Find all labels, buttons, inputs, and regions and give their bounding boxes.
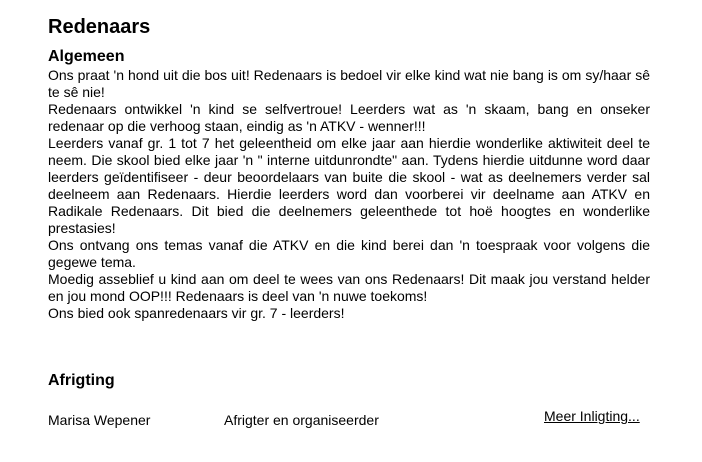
paragraph: Redenaars ontwikkel 'n kind se selfvertroue! Leerders wat as 'n skaam, bang en onseker redenaar op die verhoog staan, eindig as 'n ATKV - wenner!!! bbox=[48, 101, 650, 134]
staff-row bbox=[48, 410, 650, 430]
paragraph: Leerders vanaf gr. 1 tot 7 het geleentheid om elke jaar aan hierdie wonderlike aktiwiteit deel te neem. Die skool bied elke jaar 'n " interne uitdunrondte" aan. Tydens hierdie uitdunne word daar leerders geïdentifiseer - deur beoordelaars van buite die skool - wat as deelnemers verder sal deelneem aan Redenaars. Hierdie leerders word dan voorberei vir deelname aan ATKV en Radikale Redenaars. Dit bied die deelnemers geleenthede tot hoë hoogtes en wonderlike prestasies! bbox=[48, 135, 650, 236]
content-area bbox=[48, 14, 650, 322]
paragraph: Ons praat 'n hond uit die bos uit! Redenaars is bedoel vir elke kind wat nie bang is om sy/haar sê te sê nie! bbox=[48, 67, 650, 100]
paragraph: Moedig asseblief u kind aan om deel te wees van ons Redenaars! Dit maak jou verstand helder en jou mond OOP!!! Redenaars is deel van 'n nuwe toekoms! bbox=[48, 271, 650, 304]
section-heading-general: Algemeen bbox=[48, 48, 125, 65]
section-heading-coaching: Afrigting bbox=[48, 372, 115, 389]
staff-role: Afrigter en organiseerder bbox=[224, 412, 379, 428]
coaching-section bbox=[48, 372, 650, 430]
page-title: Redenaars bbox=[48, 16, 151, 38]
paragraph: Ons bied ook spanredenaars vir gr. 7 - leerders! bbox=[48, 305, 345, 321]
paragraph: Ons ontvang ons temas vanaf die ATKV en die kind berei dan 'n toespraak voor volgens die gegewe tema. bbox=[48, 237, 650, 270]
general-body bbox=[48, 67, 650, 322]
more-info-link[interactable]: Meer Inligting... bbox=[544, 408, 640, 424]
staff-name: Marisa Wepener bbox=[48, 412, 151, 428]
